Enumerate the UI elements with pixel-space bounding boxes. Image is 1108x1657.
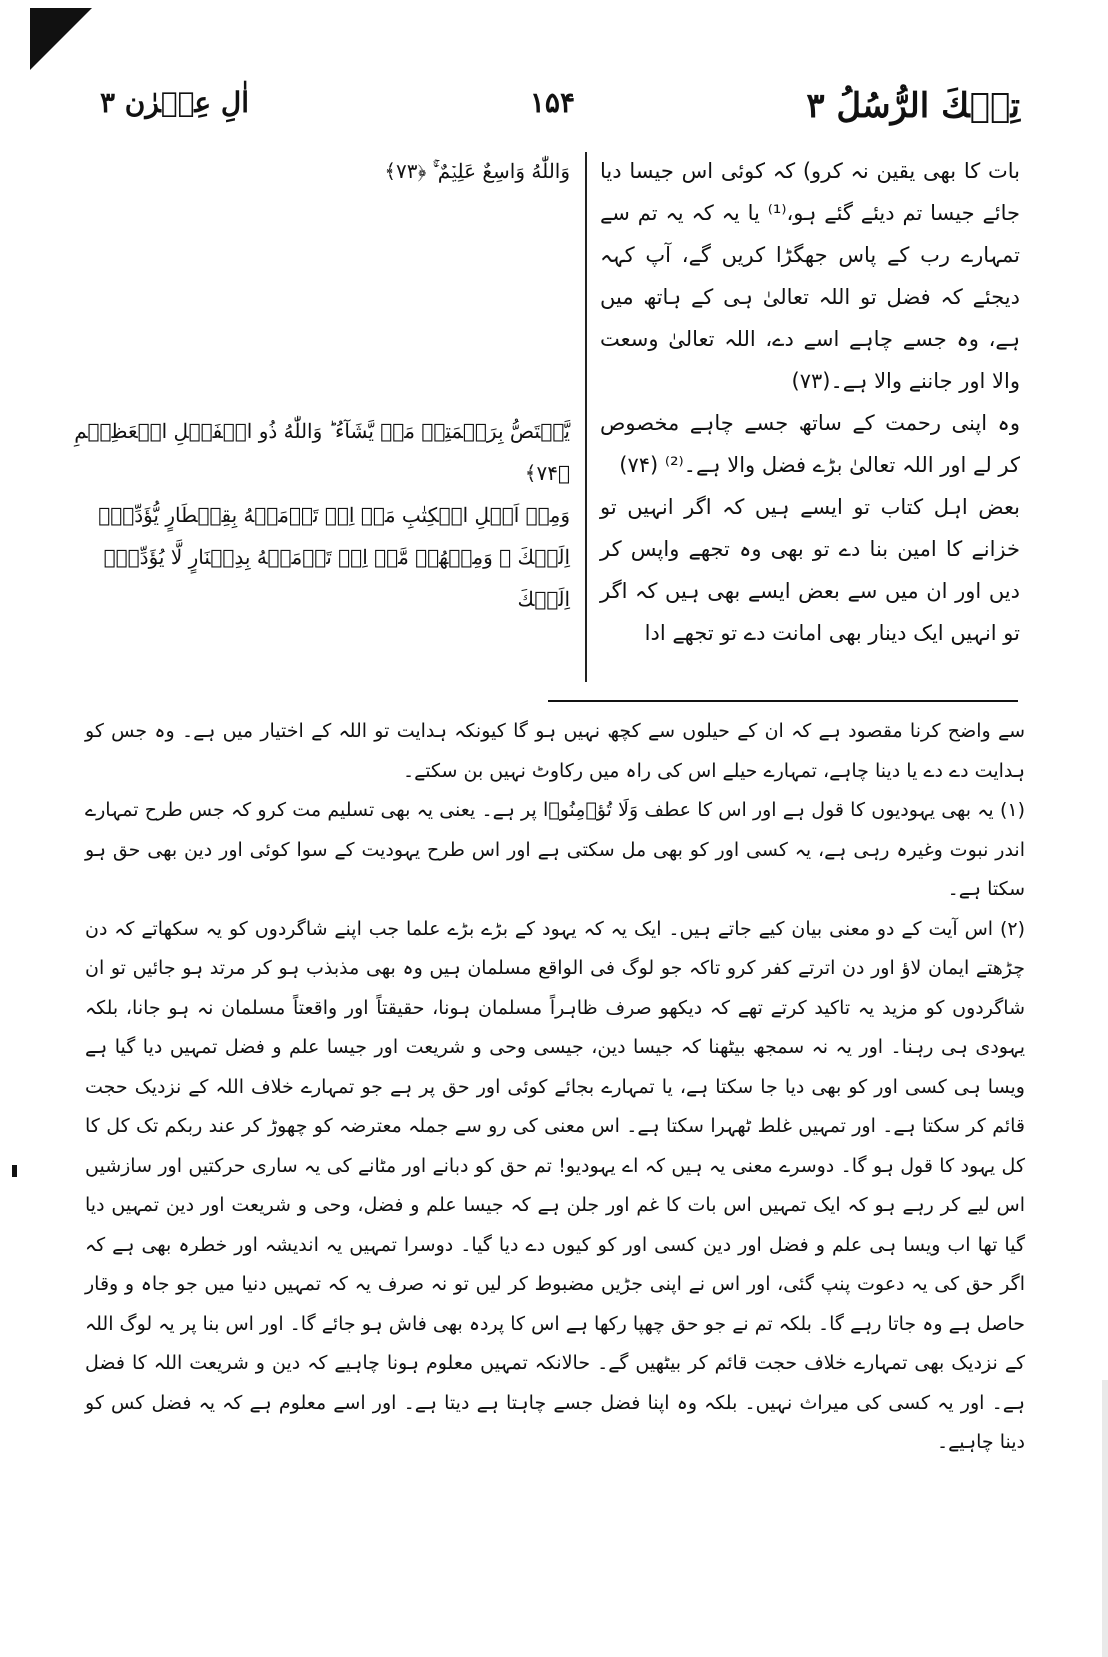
footnote-paragraph: (۲) اس آیت کے دو معنی بیان کیے جاتے ہیں۔ ایک یہ کہ یہود کے بڑے بڑے علما جب اپنے شاگردوں کو یہ سکھاتے کہ دن چڑھتے ایمان لاؤ اور دن اترتے کفر کرو تاکہ جو لوگ فی الواقع مسلمان ہیں وہ بھی مذبذب ہو کر مرتد ہو جائیں تو ان شاگردوں کو مزید یہ تاکید کرتے تھے کہ دیکھو صرف ظاہراً مسلمان ہونا، حقیقتاً اور واقعتاً مسلمان نہ ہو جانا، بلکہ یہودی ہی رہنا۔ اور یہ نہ سمجھ بیٹھنا کہ جیسا دین، جیسی وحی و شریعت اور جیسا علم و فضل تمہیں دیا گیا ہے ویسا ہی کسی اور کو بھی دیا جا سکتا ہے، یا تمہارے بجائے کوئی اور حق پر ہے جو تمہارے خلاف اللہ کے نزدیک حجت قائم کر سکتا ہے۔ اور تمہیں غلط ٹھہرا سکتا ہے۔ اس معنی کی رو سے جملہ معترضہ کو چھوڑ کر عند ربکم تک کل کا کل یہود کا قول ہو گا۔ دوسرے معنی یہ ہیں کہ اے یہودیو! تم حق کو دبانے اور مٹانے کی یہ ساری حرکتیں اور سازشیں اس لیے کر رہے ہو کہ ایک تمہیں اس بات کا غم اور جلن ہے کہ جیسا علم و فضل، وحی و شریعت اور دین تمہیں دیا گیا تھا اب ویسا ہی علم و فضل اور دین کسی اور کو کیوں دے دیا گیا۔ دوسرا تمہیں یہ اندیشہ اور خطرہ بھی ہے کہ اگر حق کی یہ دعوت پنپ گئی، اور اس نے اپنی جڑیں مضبوط کر لیں تو نہ صرف یہ کہ تمہیں دنیا میں جو جاہ و وقار حاصل ہے وہ جاتا رہے گا۔ بلکہ تم نے جو حق چھپا رکھا ہے اس کا پردہ بھی فاش ہو جائے گا۔ اور اس بنا پر یہ لوگ اللہ کے نزدیک بھی تمہارے خلاف حجت قائم کر بیٹھیں گے۔ حالانکہ تمہیں معلوم ہونا چاہیے کہ دین و شریعت اللہ کا فضل ہے۔ اور یہ کسی کی میراث نہیں۔ بلکہ وہ اپنا فضل جسے چاہتا ہے دیتا ہے۔ اور اسے معلوم ہے کہ یہ فضل کس کو دینا چاہیے۔ [85, 917, 1025, 1453]
page-edge-shadow [1102, 1380, 1108, 1657]
footnotes-section [85, 712, 1025, 1463]
urdu-translation-column [600, 150, 1020, 654]
corner-triangle-mark [30, 8, 92, 70]
footnote-separator [548, 700, 1018, 702]
translation-paragraph: وہ اپنی رحمت کے ساتھ جسے چاہے مخصوص کر لے اور اللہ تعالیٰ بڑے فضل والا ہے۔⁽²⁾ (۷۴) [600, 411, 1020, 477]
verse-74: يَّخۡتَصُّ بِرَحۡمَتِهٖ مَنۡ يَّشَآءُ ؕ وَاللّٰهُ ذُو الۡفَضۡلِ الۡعَظِيۡمِ ﴿۷۴﴾ [74, 419, 570, 485]
translation-paragraph: بات کا بھی یقین نہ کرو) کہ کوئی اس جیسا دیا جائے جیسا تم دیئے گئے ہو،⁽¹⁾ یا یہ کہ یہ تم سے تمہارے رب کے پاس جھگڑا کریں گے، آپ کہہ دیجئے کہ فضل تو اللہ تعالیٰ ہی کے ہاتھ میں ہے، وہ جسے چاہے اسے دے، اللہ تعالیٰ وسعت والا اور جاننے والا ہے۔(۷۳) [600, 159, 1021, 393]
footnote-paragraph: سے واضح کرنا مقصود ہے کہ ان کے حیلوں سے کچھ نہیں ہو گا کیونکہ ہدایت تو اللہ کے اختیار میں ہے۔ وہ جس کو ہدایت دے دے یا دینا چاہے، تمہارے حیلے اس کی راہ میں رکاوٹ نہیں بن سکتے۔ [85, 720, 1025, 782]
surah-title: اٰلِ عِمۡرٰن ۳ [100, 86, 249, 119]
verse-73: وَاللّٰهُ وَاسِعٌ عَلِيۡمٌ ۚۙ ﴿۷۳﴾ [384, 159, 570, 183]
translation-paragraph: بعض اہل کتاب تو ایسے ہیں کہ اگر انہیں تو خزانے کا امین بنا دے تو بھی وہ تجھے واپس کر دیں اور ان میں سے بعض ایسے بھی ہیں کہ اگر تو انہیں ایک دینار بھی امانت دے تو تجھے ادا [600, 495, 1020, 645]
juz-title: تِلۡكَ الرُّسُلُ ۳ [806, 86, 1020, 126]
page-header [100, 78, 1020, 138]
arabic-text-column [70, 150, 570, 620]
page-number: ۱۵۴ [529, 86, 575, 119]
footnote-paragraph: (۱) یہ بھی یہودیوں کا قول ہے اور اس کا عطف وَلَا تُؤۡمِنُوۡا پر ہے۔ یعنی یہ بھی تسلیم مت کرو کہ جس طرح تمہارے اندر نبوت وغیرہ رہی ہے، یہ کسی اور کو بھی مل سکتی ہے اور اس طرح یہودیت کے سوا کوئی اور دین بھی حق ہو سکتا ہے۔ [85, 799, 1025, 900]
verse-75: وَمِنۡ اَهۡلِ الۡكِتٰبِ مَنۡ اِنۡ تَاۡمَنۡهُ بِقِنۡطَارٍ يُّؤَدِّهٖۤ اِلَيۡكَ ۚ وَمِنۡهُمۡ مَّنۡ اِنۡ تَاۡمَنۡهُ بِدِيۡنَارٍ لَّا يُؤَدِّهٖۤ اِلَيۡكَ [98, 503, 570, 611]
column-divider [585, 152, 587, 682]
margin-mark [12, 1165, 17, 1177]
